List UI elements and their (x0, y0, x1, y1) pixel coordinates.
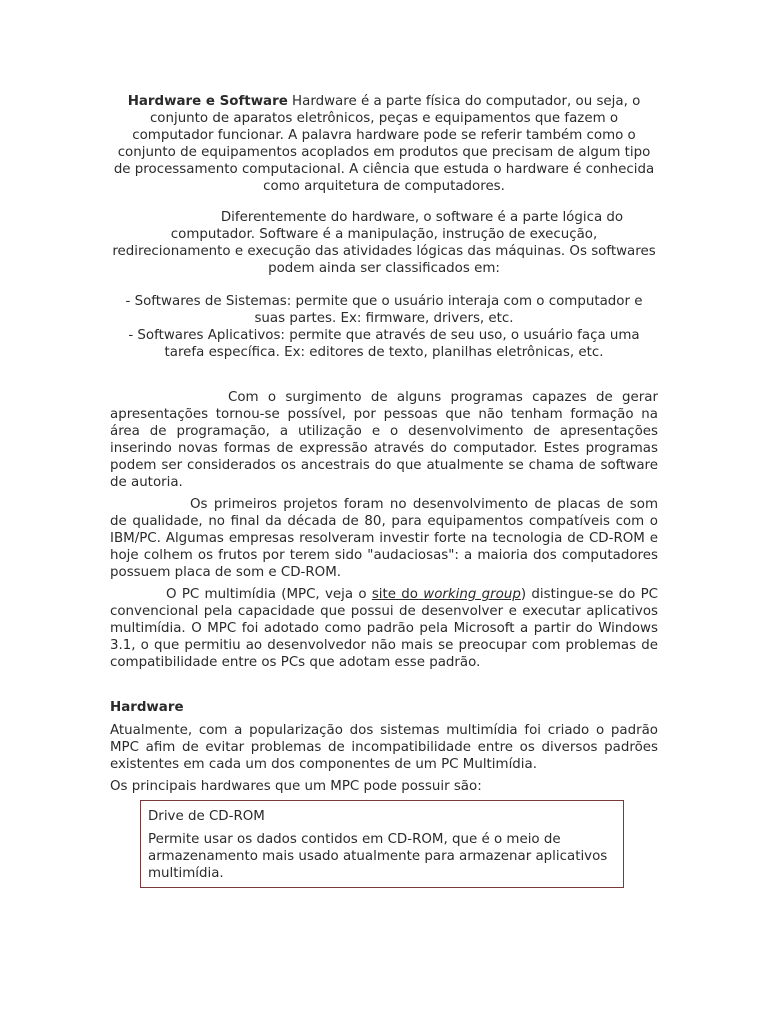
mpc-paragraph (110, 586, 658, 671)
intro-text: Hardware é a parte física do computador, ou seja, o conjunto de aparatos eletrônicos, peças e equipamentos que fazem o computador funcionar. A palavra hardware pode se referir também como o conjunto de equipamentos acoplados em produtos que precisam de algum tipo de processamento computacional. A ciência que estuda o hardware é conhecida como arquitetura de computadores. (113, 94, 655, 194)
working-group-text[interactable]: working group (423, 587, 521, 602)
hardware-heading: Hardware (110, 700, 184, 715)
popularization-paragraph: Atualmente, com a popularização dos sistemas multimídia foi criado o padrão MPC afim de evitar problemas de incompatibilidade entre os diversos padrões existentes em cada um dos componentes de um PC Multimídia. (110, 723, 658, 772)
list-item-2-line-2: tarefa específica. Ex: editores de texto, planilhas eletrônicas, etc. (164, 345, 604, 360)
cd-rom-box-title: Drive de CD-ROM (148, 809, 265, 824)
mpc-text-before: O PC multimídia (MPC, veja o (166, 587, 372, 602)
site-link[interactable] (372, 587, 521, 602)
list-item-1-line-1: - Softwares de Sistemas: permite que o usuário interaja com o computador e (125, 294, 643, 309)
site-link-text[interactable]: site do (371, 587, 424, 602)
software-paragraph (110, 209, 658, 277)
cd-rom-box (140, 800, 624, 888)
cd-rom-box-body: Permite usar os dados contidos em CD-ROM, que é o meio de armazenamento mais usado atualmente para armazenar aplicativos multimídia. (148, 832, 608, 881)
list-item-2-line-1: - Softwares Aplicativos: permite que através de seu uso, o usuário faça uma (128, 328, 640, 343)
list-item-1-line-2: suas partes. Ex: firmware, drivers, etc. (254, 311, 514, 326)
sound-card-text: Os primeiros projetos foram no desenvolvimento de placas de som de qualidade, no final da década de 80, para equipamentos compatíveis com o IBM/PC. Algumas empresas resolveram investir forte na tecnologia de CD-ROM e hoje colhem os frutos por terem sido "audaciosas": a maioria dos computadores possuem placa de som e CD-ROM. (110, 497, 658, 580)
software-text: Diferentemente do hardware, o software é a parte lógica do computador. Software é a manipulação, instrução de execução, redirecionamento e execução das atividades lógicas das máquinas. Os softwares podem ainda ser classificados em: (112, 210, 656, 276)
authoring-paragraph (110, 389, 658, 491)
intro-bold-title: Hardware e Software (127, 94, 288, 109)
mpc-text-after: ) distingue-se do PC convencional pela capacidade que possui de desenvolver e executar aplicativos multimídia. O MPC foi adotado como padrão pela Microsoft a partir do Windows 3.1, o que permitiu ao desenvolvedor não mais se preocupar com problemas de compatibilidade entre os PCs que adotam esse padrão. (110, 587, 658, 670)
sound-card-paragraph (110, 496, 658, 581)
principal-hardware-intro: Os principais hardwares que um MPC pode possuir são: (110, 779, 482, 794)
authoring-text: Com o surgimento de alguns programas capazes de gerar apresentações tornou-se possível, por pessoas que não tenham formação na área de programação, a utilização e o desenvolvimento de apresentações inserindo novas formas de expressão através do computador. Estes programas podem ser considerados os ancestrais do que atualmente se chama de software de autoria. (110, 390, 658, 490)
intro-paragraph (110, 93, 658, 195)
